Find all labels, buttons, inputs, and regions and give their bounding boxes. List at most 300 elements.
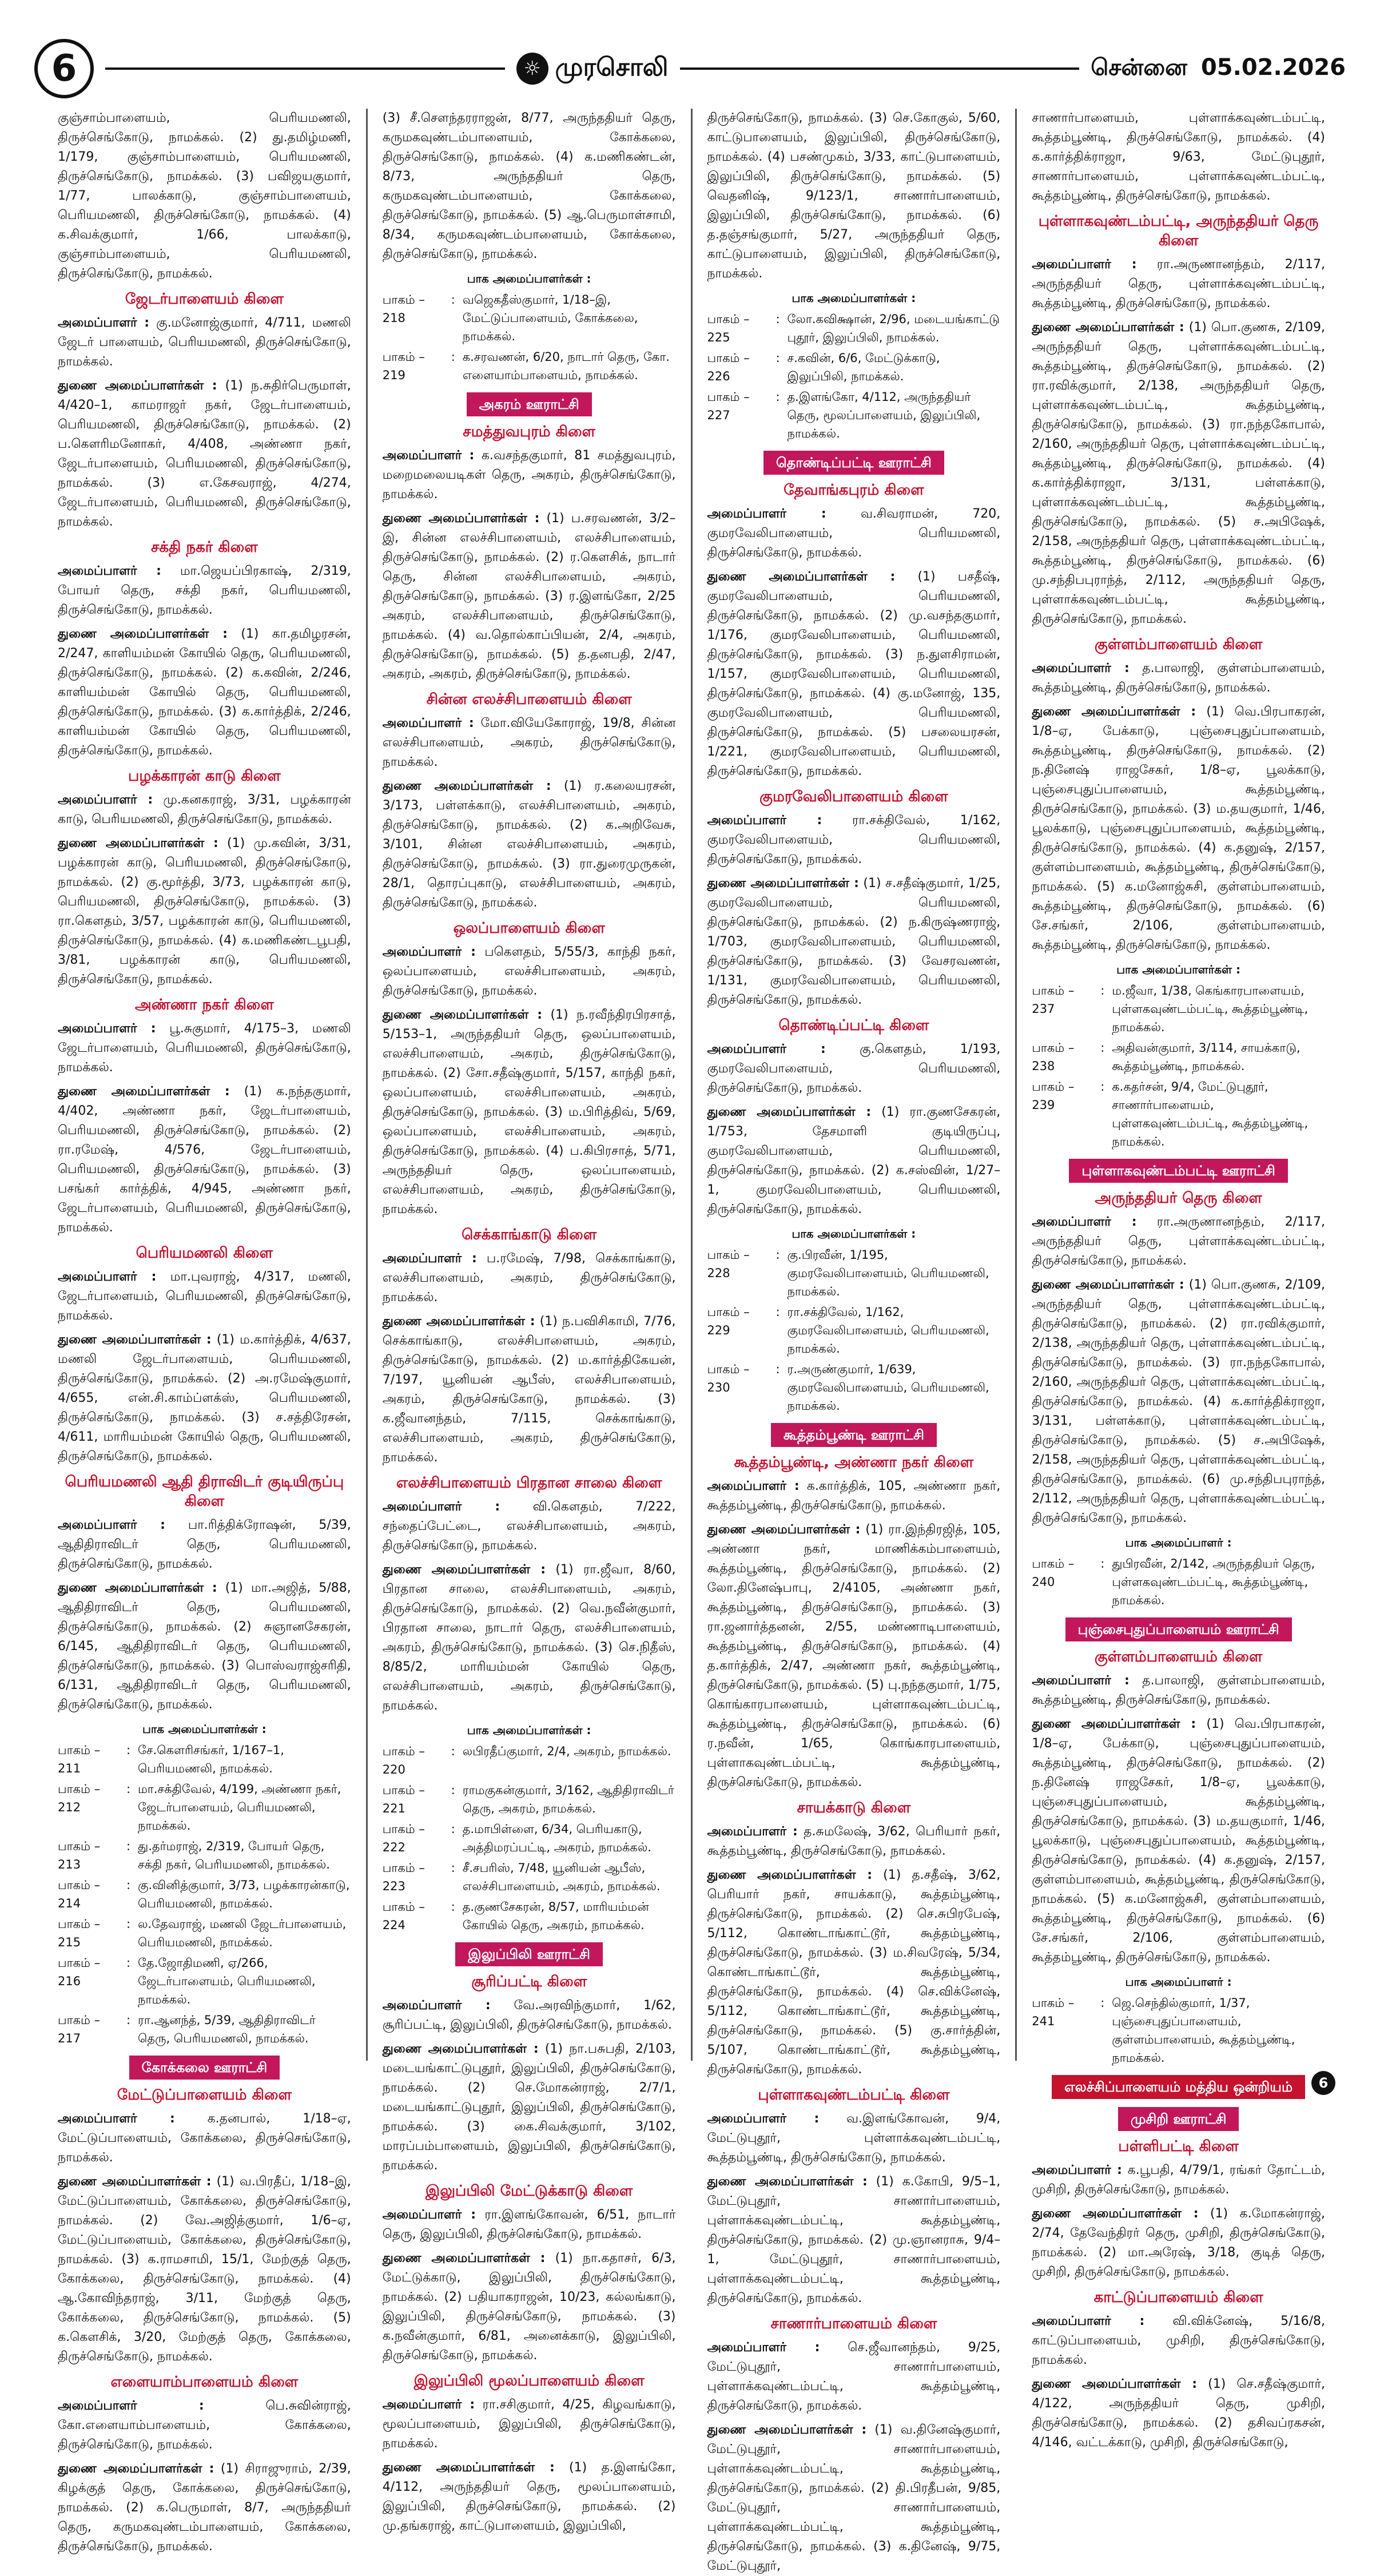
booth-list [383, 291, 676, 384]
organiser-entry [707, 1477, 1001, 1516]
entry-text: கு.மனோஜ்குமார், 4/711, மணலி ஜேடர் பாளையம், பெரியமணலி, திருச்செங்கோடு, நாமக்கல். [58, 316, 351, 369]
booth-separator: : [126, 1917, 131, 1931]
booth-number: பாகம் – 238 [1032, 1041, 1075, 1073]
entry-text: (1) சிராஜுராம், 2/39, கிழக்குத் தெரு, கோக்கலை, திருச்செங்கோடு, நாமக்கல். (2) க.பெருமாள், 8/7, அருந்ததியர் தெரு, கருமகவுண்டம்பாளையம், கோக்கலை, திருச்செங்கோடு, நாமக்கல். [58, 2462, 351, 2554]
branch-title: பெரியமணலி ஆதி திராவிடர் குடியிருப்பு கிளை [65, 1473, 344, 1510]
entry-text: (1) பொ.குணசு, 2/109, அருந்ததியர் தெரு, புள்ளாக்கவுண்டம்பட்டி, கூத்தம்பூண்டி, திருச்செங்கோடு, நாமக்கல். (2) ரா.ரவிக்குமார், 2/138, அருந்ததியர் தெரு, புள்ளாக்கவுண்டம்பட்டி, கூத்தம்பூண்டி, திருச்செங்கோடு, நாமக்கல். (3) ரா.நந்தகோபால், 2/160, அருந்ததியர் தெரு, புள்ளாக்கவுண்டம்பட்டி, கூத்தம்பூண்டி, திருச்செங்கோடு, நாமக்கல். (4) க.கார்த்திக்ராஜா, 3/131, பள்ளக்காடு, புள்ளாக்கவுண்டம்பட்டி, கூத்தம்பூண்டி, திருச்செங்கோடு, நாமக்கல். (5) ச.அபிஷேக், 2/158, அருந்ததியர் தெரு, புள்ளாக்கவுண்டம்பட்டி, கூத்தம்பூண்டி, திருச்செங்கோடு, நாமக்கல். (6) மு.சந்திபபுராந்த், 2/112, அருந்ததியர் தெரு, புள்ளாக்கவுண்டம்பட்டி, கூத்தம்பூண்டி, திருச்செங்கோடு, நாமக்கல். [1032, 320, 1326, 626]
entry-text: ப.ரமேஷ், 7/98, செக்காங்காடு, எலச்சிபாளையம், அகரம், திருச்செங்கோடு, நாமக்கல். [382, 1251, 676, 1305]
entry-label: துணை அமைப்பாளர்கள் : [1032, 2207, 1199, 2221]
booth-separator: : [775, 351, 780, 365]
entry-text: (1) க.மோகன்ராஜ், 2/74, தேவேந்திரர் தெரு, முசிறி, திருச்செங்கோடு, நாமக்கல். (2) மா.அரேஷ், 3/18, குடித் தெரு, முசிறி, திருச்செங்கோடு, நாமக்கல். [1032, 2207, 1325, 2279]
entry-text: மா.புவராஜ், 4/317, மணலி, ஜேடர்பாளையம், பெரியமணலி, திருச்செங்கோடு, நாமக்கல். [58, 1270, 351, 1323]
entry-text: (1) வெ.பிரபாகரன், 1/8–ஏ, பேக்காடு, புஞ்சைபுதுப்பாளையம், கூத்தம்பூண்டி, திருச்செங்கோடு, நாமக்கல். (2) ந.தினேஷ் ராஜசேகர், 1/8–ஏ, பூலக்காடு, புஞ்சைபுதுப்பாளையம், கூத்தம்பூண்டி, திருச்செங்கோடு, நாமக்கல். (3) ம.தயகுமார், 1/46, பூலக்காடு, புஞ்சைபுதுப்பாளையம், கூத்தம்பூண்டி, திருச்செங்கோடு, நாமக்கல். (4) க.தனுஷ், 2/157, குள்ளம்பாளையம், கூத்தம்பூண்டி, திருச்செங்கோடு, நாமக்கல். (5) க.மனோஜ்சுசி, குள்ளம்பாளையம், கூத்தம்பூண்டி, திருச்செங்கோடு, நாமக்கல். (6) சே.சங்கர், 2/106, குள்ளம்பாளையம், கூத்தம்பூண்டி, திருச்செங்கோடு, நாமக்கல். [1032, 705, 1325, 952]
masthead [34, 34, 1346, 103]
entry-text: (1) கா.தமிழரசன், 2/247, காளியம்மன் கோயில் தெரு, பெரியமணலி, திருச்செங்கோடு, நாமக்கல். (2) க.கவின், 2/246, காளியம்மன் கோயில் தெரு, பெரியமணலி, திருச்செங்கோடு, நாமக்கல். (3) க.கார்த்திக், 2/246, காளியம்மன் கோயில் தெரு, பெரியமணலி, திருச்செங்கோடு, நாமக்கல். [58, 627, 351, 758]
booth-row [58, 1915, 351, 1951]
entry-text: (1) பசதீஷ், குமரவேலிபாளையம், பெரியமணலி, திருச்செங்கோடு, நாமக்கல். (2) மு.வசந்தகுமார், 1/176, குமரவேலிபாளையம், பெரியமணலி, திருச்செங்கோடு, நாமக்கல். (3) ந.துளசிராமன், 1/157, குமரவேலிபாளையம், பெரியமணலி, திருச்செங்கோடு, நாமக்கல். (4) கு.மனோஜ், 135, குமரவேலிபாளையம், பெரியமணலி, திருச்செங்கோடு, நாமக்கல். (5) பசலையரசன், 1/221, குமரவேலிபாளையம், பெரியமணலி, திருச்செங்கோடு, நாமக்கல். [707, 570, 1001, 778]
entry-text: பா.ரித்திக்ரோஷன், 5/39, ஆதிதிராவிடர் தெரு, பெரியமணலி, திருச்செங்கோடு, நாமக்கல். [58, 1518, 351, 1571]
branch-title: புள்ளாகவுண்டம்பட்டி கிளை [758, 2086, 950, 2104]
entry-label: துணை அமைப்பாளர்கள் : [707, 570, 896, 584]
booth-separator: : [451, 1861, 455, 1875]
branch-title: எளையாம்பாளையம் கிளை [110, 2374, 299, 2391]
organiser-entry [1032, 2312, 1325, 2370]
booth-heading: பாக அமைப்பாளர்கள் : [792, 291, 916, 305]
branch-title: மேட்டுப்பாளையம் கிளை [117, 2086, 292, 2104]
entry-text: க.வசந்தகுமார், 81 சமத்துவபுரம், மறைமலையடிகள் தெரு, அகரம், திருச்செங்கோடு, நாமக்கல். [382, 448, 676, 502]
organiser-entry [383, 1996, 676, 2035]
booth-separator: : [1100, 1557, 1105, 1571]
deputy-entry [707, 1866, 1001, 2080]
organiser-entry [58, 2396, 351, 2455]
entry-text: (1) பொ.குணசு, 2/109, அருந்ததியர் தெரு, புள்ளாக்கவுண்டம்பட்டி, திருச்செங்கோடு, நாமக்கல். (2) ரா.ரவிக்குமார், 2/138, அருந்ததியர் தெரு, புள்ளாக்கவுண்டம்பட்டி, திருச்செங்கோடு, நாமக்கல். (3) ரா.நந்தகோபால், 2/160, அருந்ததியர் தெரு, புள்ளாக்கவுண்டம்பட்டி, திருச்செங்கோடு, நாமக்கல். (4) க.கார்த்திக்ராஜா, 3/131, பள்ளக்காடு, புள்ளாக்கவுண்டம்பட்டி, திருச்செங்கோடு, நாமக்கல். (5) ச.அபிஷேக், 2/158, அருந்ததியர் தெரு, புள்ளாக்கவுண்டம்பட்டி, திருச்செங்கோடு, நாமக்கல். (6) மு.சந்திபபுராந்த், 2/112, அருந்ததியர் தெரு, புள்ளாக்கவுண்டம்பட்டி, திருச்செங்கோடு, நாமக்கல். [1032, 1278, 1326, 1525]
entry-text: செ.ஜீவானந்தம், 9/25, மேட்டுபுதூர், சாணார்பாளையம், புள்ளாக்கவுண்டம்பட்டி, கூத்தம்பூண்டி, திருச்செங்கோடு, நாமக்கல். [707, 2340, 1001, 2413]
deputy-entry [1032, 2375, 1325, 2452]
booth-row [707, 1246, 1001, 1301]
entry-text: வ.இளங்கோவன், 9/4, மேட்டுபுதூர், புள்ளாக்கவுண்டம்பட்டி, கூத்தம்பூண்டி, திருச்செங்கோடு, நாமக்கல். [707, 2112, 1001, 2165]
entry-text: த.சுமலேஷ், 3/62, பெரியார் நகர், கூத்தம்பூண்டி, திருச்செங்கோடு, நாமக்கல். [707, 1824, 1001, 1858]
booth-text: லோ.கவிக்ஷான், 2/96, மடையங்காட்டு புதூர், இலுப்பிலி, நாமக்கல். [787, 312, 1000, 344]
deputy-entry [1032, 1275, 1325, 1528]
entry-label: துணை அமைப்பாளர்கள் : [707, 2175, 868, 2189]
booth-number: பாகம் – 228 [707, 1248, 750, 1280]
booth-number: பாகம் – 221 [382, 1783, 425, 1815]
branch-title: புள்ளாகவுண்டம்பட்டி, அருந்ததியர் தெரு கிளை [1038, 213, 1319, 249]
booth-list [1032, 981, 1325, 1151]
booth-row [1032, 1994, 1325, 2067]
booth-number: பாகம் – 230 [707, 1362, 750, 1394]
booth-number: பாகம் – 240 [1032, 1557, 1075, 1589]
entry-label: அமைப்பாளர் : [58, 1021, 156, 1036]
paper-logo [516, 53, 669, 85]
booth-separator: : [1100, 984, 1105, 997]
deputy-entry [707, 1103, 1001, 1219]
branch-title: சாயக்காடு கிளை [797, 1799, 911, 1816]
branch-title: குள்ளம்பாளையம் கிளை [1094, 636, 1263, 653]
organiser-entry [707, 1822, 1001, 1861]
booth-row [58, 1954, 351, 2009]
booth-separator: : [775, 1305, 780, 1319]
booth-row [1032, 1078, 1325, 1151]
entry-text: (1) செ.சதீஷ்குமார், 4/122, அருந்ததியர் தெரு, முசிறி, திருச்செங்கோடு, நாமக்கல். (2) தசிவப்ரகசன், 4/146, வட்டக்காடு, முசிறி, திருச்செங்கோடு, [1032, 2377, 1325, 2450]
booth-list [707, 1246, 1001, 1415]
booth-text: ஜெ.செந்தில்குமார், 1/37, புஞ்சைபுதுப்பாளையம், குள்ளம்பாளையம், கூத்தம்பூண்டி, நாமக்கல். [1112, 1996, 1295, 2065]
entry-text: ரா.சக்திவேல், 1/162, குமரவேலிபாளையம், பெரியமணலி, திருச்செங்கோடு, நாமக்கல். [707, 813, 1001, 866]
booth-separator: : [1100, 1041, 1105, 1055]
entry-text: பகௌதம், 5/55/3, காந்தி நகர், ஒலப்பாளையம், எலச்சிபாளையம், அகரம், திருச்செங்கோடு, நாமக்கல். [382, 945, 676, 998]
booth-text: அதிவன்குமார், 3/114, சாயக்காடு, கூத்தம்பூண்டி, நாமக்கல். [1112, 1041, 1301, 1073]
entry-text: வ.சிவராமன், 720, குமரவேலிபாளையம், பெரியமணலி, திருச்செங்கோடு, நாமக்கல். [707, 507, 1001, 560]
booth-text: ரா.சக்திவேல், 1/162, குமரவேலிபாளையம், பெரியமணலி, நாமக்கல். [787, 1305, 989, 1355]
entry-label: அமைப்பாளர் : [58, 316, 150, 330]
organiser-entry [58, 1267, 351, 1326]
booth-row [383, 1859, 676, 1895]
booth-text: த.குணசேகரன், 8/57, மாரியம்மன் கோயில் தெரு, அகரம், நாமக்கல். [462, 1900, 649, 1932]
booth-text: க.கதர்சன், 9/4, மேட்டுபுதூர், சாணார்பாளையம், புள்ளகவுண்டம்பட்டி, கூத்தம்பூண்டி, நாமக்கல். [1112, 1080, 1309, 1148]
branch-title: கூத்தம்பூண்டி, அண்ணா நகர் கிளை [734, 1454, 974, 1471]
booth-text: கு.வினித்குமார், 3/73, பழக்காரன்காடு, பெரியமணலி, நாமக்கல். [138, 1878, 350, 1910]
booth-number: பாகம் – 218 [382, 293, 425, 325]
booth-row [58, 1876, 351, 1913]
entry-label: அமைப்பாளர் : [382, 945, 476, 959]
column-1 [43, 109, 368, 2554]
deputy-entry [383, 1560, 676, 1716]
entry-label: அமைப்பாளர் : [58, 1270, 157, 1284]
entry-label: துணை அமைப்பாளர்கள் : [382, 2251, 546, 2265]
booth-text: லபிரதீப்குமார், 2/4, அகரம், நாமக்கல். [462, 1744, 671, 1758]
booth-number: பாகம் – 237 [1032, 984, 1075, 1016]
branch-title: பெரியமணலி கிளை [136, 1245, 273, 1262]
booth-separator: : [451, 1900, 455, 1914]
booth-text: துபிரவீன், 2/142, அருந்ததியர் தெரு, புள்ளகவுண்டம்பட்டி, கூத்தம்பூண்டி, நாமக்கல். [1112, 1557, 1315, 1607]
panchayat-banner: கோக்கலை ஊராட்சி [129, 2056, 280, 2080]
branch-title: செக்காங்காடு கிளை [462, 1226, 597, 1243]
organiser-entry [707, 1040, 1001, 1098]
booth-separator: : [775, 1248, 780, 1262]
deputy-entry [58, 2172, 351, 2367]
entry-text: (1) த.இளங்கோ, 4/112, அருந்ததியர் தெரு, மூலப்பாளையம், இலுப்பிலி, திருச்செங்கோடு, நாமக்கல். (2) மு.தங்கராஜ், காட்டுபாளையம், இலுப்பிலி, [382, 2460, 676, 2533]
entry-label: அமைப்பாளர் : [1032, 1673, 1130, 1688]
entry-label: துணை அமைப்பாளர்கள் : [58, 2175, 212, 2189]
deputy-entry [383, 1005, 676, 1219]
entry-label: துணை அமைப்பாளர்கள் : [1032, 320, 1184, 335]
deputy-entry [1032, 2204, 1325, 2282]
organiser-entry [58, 790, 351, 829]
booth-number: பாகம் – 213 [58, 1839, 101, 1871]
booth-row [383, 291, 676, 345]
panchayat-banner: தொண்டிப்பட்டி ஊராட்சி [763, 451, 944, 475]
deputy-entry [1032, 1715, 1325, 1967]
entry-text: (1) ரா.குணசேகரன், 1/753, தேசமாளி குடியிருப்பு, குமரவேலிபாளையம், பெரியமணலி, திருச்செங்கோடு, நாமக்கல். (2) க.சஸ்வின், 1/27–1, குமரவேலிபாளையம், பெரியமணலி, திருச்செங்கோடு, நாமக்கல். [707, 1105, 1001, 1217]
entry-text: வி.கௌதம், 7/222, சந்தைப்பேட்டை, எலச்சிபாளையம், அகரம், திருச்செங்கோடு, நாமக்கல். [382, 1500, 676, 1553]
organiser-entry [383, 1249, 676, 1307]
entry-label: அமைப்பாளர் : [707, 2340, 820, 2355]
booth-heading: பாக அமைப்பாளர்கள் : [467, 272, 591, 285]
booth-text: ரா.ஆனந்த், 5/39, ஆதிதிராவிடர் தெரு, பெரியமணலி, நாமக்கல். [138, 2013, 316, 2045]
booth-text: ம.ஜீவா, 1/38, கெங்காரபாளையம், புள்ளகவுண்டம்பட்டி, கூத்தம்பூண்டி, நாமக்கல். [1112, 984, 1309, 1034]
entry-label: துணை அமைப்பாளர்கள் : [58, 1084, 230, 1099]
entry-label: துணை அமைப்பாளர்கள் : [1032, 2377, 1198, 2391]
panchayat-banner: புள்ளாகவுண்டம்பட்டி ஊராட்சி [1069, 1159, 1287, 1183]
booth-row [707, 1360, 1001, 1415]
booth-heading: பாக அமைப்பாளர்கள் : [792, 1227, 916, 1241]
column-2 [368, 109, 693, 2533]
entry-label: அமைப்பாளர் : [1032, 2163, 1122, 2177]
panchayat-banner: கூத்தம்பூண்டி ஊராட்சி [771, 1423, 937, 1447]
entry-label: துணை அமைப்பாளர்கள் : [58, 1333, 212, 1347]
entry-text: (1) நா.கதாசர், 6/3, மேட்டுக்காடு, இலுப்பிலி, திருச்செங்கோடு, நாமக்கல். (2) பதியாகராஜன், 10/23, கல்லங்காடு, இலுப்பிலி, திருச்செங்கோடு, நாமக்கல். (3) க.நவீன்குமார், 6/81, அனைக்காடு, இலுப்பிலி, திருச்செங்கோடு, நாமக்கல். [382, 2251, 676, 2363]
booth-row [707, 349, 1001, 385]
branch-title: எலச்சிபாளையம் பிரதான சாலை கிளை [396, 1474, 662, 1492]
booth-row [58, 1837, 351, 1874]
deputy-entry [383, 2249, 676, 2366]
branch-title: குமரவேலிபாளையம் கிளை [759, 788, 948, 805]
organiser-entry [383, 2205, 676, 2244]
organiser-entry [383, 943, 676, 1001]
booth-row [383, 1820, 676, 1857]
booth-separator: : [451, 350, 455, 364]
booth-separator: : [775, 312, 780, 326]
entry-text: (1) ந.பவிசிகாமி, 7/76, செக்காங்காடு, எலச்சிபாளையம், அகரம், திருச்செங்கோடு, நாமக்கல். (2) ம.கார்த்திகேயன், 7/197, யூனியன் ஆபீஸ், எலச்சிபாளையம், அகரம், திருச்செங்கோடு, நாமக்கல். (3) க.ஜீவானந்தம், 7/115, செக்காங்காடு, எலச்சிபாளையம், அகரம், திருச்செங்கோடு, நாமக்கல். [382, 1314, 676, 1465]
organiser-entry [58, 2109, 351, 2168]
branch-title: சாணார்பாளையம் கிளை [770, 2315, 937, 2332]
entry-text: (1) ம.கார்த்திக், 4/637, மணலி ஜேடர்பாளையம், பெரியமணலி, திருச்செங்கோடு, நாமக்கல். (2) அ.ரமேஷ்குமார், 4/655, என்.சி.காம்ப்ளக்ஸ், பெரியமணலி, திருச்செங்கோடு, நாமக்கல். (3) ச.சத்திரேசன், 4/611, மாரியம்மன் கோயில் தெரு, பெரியமணலி, திருச்செங்கோடு, நாமக்கல். [58, 1333, 351, 1464]
branch-title: காட்டுப்பாளையம் கிளை [1093, 2289, 1263, 2306]
panchayat-banner: புஞ்சைபுதுப்பாளையம் ஊராட்சி [1065, 1617, 1292, 1641]
booth-row [1032, 1555, 1325, 1609]
deputy-entry [707, 874, 1001, 1010]
organiser-entry [1032, 1213, 1325, 1271]
booth-separator: : [451, 1822, 455, 1836]
booth-text: க.சரவணன், 6/20, நாடார் தெரு, கோ. எளையாம்பாளையம், நாமக்கல். [462, 350, 670, 382]
entry-label: துணை அமைப்பாளர்கள் : [707, 2423, 867, 2437]
booth-row [707, 388, 1001, 443]
deputy-entry [707, 2172, 1001, 2308]
rising-sun-icon: ☼ [516, 53, 548, 85]
entry-text: குஞ்சாம்பாளையம், பெரியமணலி, திருச்செங்கோடு, நாமக்கல். (2) து.தமிழ்மணி, 1/179, குஞ்சாம்பாளையம், பெரியமணலி, திருச்செங்கோடு, நாமக்கல். (3) பவிஜயகுமார், 1/77, பாலக்காடு, குஞ்சாம்பாளையம், பெரியமணலி, திருச்செங்கோடு, நாமக்கல். (4) க.சிவக்குமார், 1/66, பாலக்காடு, குஞ்சாம்பாளையம், பெரியமணலி, திருச்செங்கோடு, நாமக்கல். [58, 111, 351, 281]
entry-text: பெ.சுவின்ராஜ், கோ.எளையாம்பாளையம், கோக்கலை, திருச்செங்கோடு, நாமக்கல். [58, 2399, 351, 2452]
entry-label: அமைப்பாளர் : [382, 716, 474, 730]
deputy-entry [58, 625, 351, 761]
entry-text: (1) வ.தினேஷ்குமார், மேட்டுபுதூர், சாணார்பாளையம், புள்ளாக்கவுண்டம்பட்டி, கூத்தம்பூண்டி, திருச்செங்கோடு, நாமக்கல். (2) தி.பிரதீபன், 9/85, மேட்டுபுதூர், சாணார்பாளையம், புள்ளாக்கவுண்டம்பட்டி, கூத்தம்பூண்டி, திருச்செங்கோடு, நாமக்கல். (3) க.தினேஷ், 9/75, மேட்டுபுதூர், [707, 2423, 1001, 2573]
booth-separator: : [1100, 1996, 1105, 2010]
booth-separator: : [126, 1956, 131, 1970]
branch-title: சமத்துவபுரம் கிளை [463, 423, 596, 440]
booth-separator: : [126, 2013, 131, 2027]
entry-label: அமைப்பாளர் : [707, 1824, 798, 1839]
booth-text: ர.அருண்குமார், 1/639, குமரவேலிபாளையம், பெரியமணலி, நாமக்கல். [787, 1362, 989, 1413]
entry-label: அமைப்பாளர் : [58, 2112, 175, 2126]
branch-title: பள்ளிபட்டி கிளை [1118, 2138, 1239, 2155]
entry-label: அமைப்பாளர் : [707, 1479, 800, 1493]
article-columns [43, 109, 1340, 2573]
booth-text: ச.கவின், 6/6, மேட்டுக்காடு, இலுப்பிலி, நாமக்கல். [787, 351, 940, 383]
organiser-entry [707, 504, 1001, 563]
booth-list [1032, 1555, 1325, 1609]
entry-text: ரா.சசிகுமார், 4/25, கிழவங்காடு, மூலப்பாளையம், இலுப்பிலி, திருச்செங்கோடு, நாமக்கல். [382, 2398, 676, 2451]
deputy-entry [58, 1579, 351, 1715]
entry-text: (1) ரா.இந்திரஜித், 105, அண்ணா நகர், மாணிக்கம்பாளையம், கூத்தம்பூண்டி, திருச்செங்கோடு, நாமக்கல். (2) லோ.தினேஷ்பாபு, 2/4105, அண்ணா நகர், கூத்தம்பூண்டி, திருச்செங்கோடு, நாமக்கல். (3) ரா.ஜனார்த்தனன், 2/55, மண்ணாடிபாளையம், கூத்தம்பூண்டி, திருச்செங்கோடு, நாமக்கல். (4) த.கார்த்திக், 2/47, அண்ணா நகர், கூத்தம்பூண்டி, திருச்செங்கோடு, நாமக்கல். (5) பு.நந்தகுமார், 1/75, கொங்காரபாளையம், புள்ளாகவுண்டம்பட்டி, கூத்தம்பூண்டி, திருச்செங்கோடு, நாமக்கல். (6) ர.நவீன், 1/65, கொங்காரபாளையம், புள்ளாகவுண்டம்பட்டி, கூத்தம்பூண்டி, திருச்செங்கோடு, நாமக்கல். [707, 1522, 1001, 1790]
entry-label: அமைப்பாளர் : [382, 448, 475, 463]
masthead-rule-left [105, 67, 505, 70]
entry-text: வி.விக்னேஷ், 5/16/8, காட்டுப்பாளையம், முசிறி, திருச்செங்கோடு, நாமக்கல். [1032, 2314, 1325, 2367]
booth-number: பாகம் – 212 [58, 1782, 101, 1814]
entry-text: (3) சீ.சௌந்தரராஜன், 8/77, அருந்ததியர் தெரு, கருமகவுண்டம்பாளையம், கோக்கலை, திருச்செங்கோடு, நாமக்கல். (4) க.மணிகண்டன், 8/73, அருந்ததியர் தெரு, கருமகவுண்டம்பாளையம், கோக்கலை, திருச்செங்கோடு, நாமக்கல். (5) ஆ.பெருமாள்சாமி, 8/34, கருமகவுண்டம்பாளையம், கோக்கலை, திருச்செங்கோடு, நாமக்கல். [382, 111, 676, 261]
entry-text: (1) ந.ரவீந்திரபிரசாத், 5/153–1, அருந்ததியர் தெரு, ஒலப்பாளையம், எலச்சிபாளையம், அகரம், திருச்செங்கோடு, நாமக்கல். (2) சோ.சதீஷ்குமார், 5/157, காந்தி நகர், ஒலப்பாளையம், எலச்சிபாளையம், அகரம், திருச்செங்கோடு, நாமக்கல். (3) ம.பிரித்திவ், 5/69, ஒலப்பாளையம், எலச்சிபாளையம், அகரம், திருச்செங்கோடு, நாமக்கல். (4) ப.கிபிரசாத், 5/71, அருந்ததியர் தெரு, ஒலப்பாளையம், எலச்சிபாளையம், அகரம், திருச்செங்கோடு, நாமக்கல். [382, 1008, 676, 1217]
organiser-entry [383, 1497, 676, 1556]
entry-text: (1) நா.பசுபதி, 2/103, மடையங்காட்டுபுதூர், இலுப்பிலி, திருச்செங்கோடு, நாமக்கல். (2) செ.மோகன்ராஜ், 2/7/1, மடையங்காட்டுபுதூர், இலுப்பிலி, திருச்செங்கோடு, நாமக்கல். (3) கை.சிவக்குமார், 3/102, மாரப்பம்பாளையம், இலுப்பிலி, திருச்செங்கோடு, நாமக்கல். [382, 2042, 676, 2173]
entry-text: திருச்செங்கோடு, நாமக்கல். (3) செ.கோகுல், 5/60, காட்டுபாளையம், இலுப்பிலி, திருச்செங்கோடு, நாமக்கல். (4) பசண்முகம், 3/33, காட்டுபாளையம், இலுப்பிலி, திருச்செங்கோடு, நாமக்கல். (5) வெதனிஷ், 9/123/1, சாணார்பாளையம், இலுப்பிலி, திருச்செங்கோடு, நாமக்கல். (6) த.தஞ்சங்குமார், 5/27, அருந்ததியர் தெரு, காட்டுபாளையம், இலுப்பிலி, திருச்செங்கோடு, நாமக்கல். [707, 111, 1001, 281]
entry-label: அமைப்பாளர் : [707, 507, 826, 521]
booth-text: மா.சக்திவேல், 4/199, அண்ணா நகர், ஜேடர்பாளையம், பெரியமணலி, நாமக்கல். [138, 1782, 341, 1832]
organiser-entry [383, 446, 676, 504]
booth-text: வஜெகதீஸ்குமார், 1/18–இ, மேட்டுப்பாளையம், கோக்கலை, நாமக்கல். [462, 293, 638, 343]
entry-label: துணை அமைப்பாளர்கள் : [1032, 1717, 1196, 1731]
entry-text: (1) ரா.ஜீவா, 8/60, பிரதான சாலை, எலச்சிபாளையம், அகரம், திருச்செங்கோடு, நாமக்கல். (2) வெ.நவீன்குமார், பிரதான சாலை, நாடார் தெரு, எலச்சிபாளையம், அகரம், திருச்செங்கோடு, நாமக்கல். (3) செ.நிதீஸ், 8/85/2, மாரியம்மன் கோயில் தெரு, எலச்சிபாளையம், அகரம், திருச்செங்கோடு, நாமக்கல். [382, 1563, 676, 1713]
entry-label: அமைப்பாளர் : [707, 1042, 826, 1056]
entry-label: துணை அமைப்பாளர்கள் : [382, 1008, 543, 1022]
booth-heading: பாக அமைப்பாளர்கள் : [142, 1722, 267, 1736]
organiser-entry [1032, 2161, 1325, 2200]
entry-label: துணை அமைப்பாளர்கள் : [58, 627, 228, 641]
entry-label: அமைப்பாளர் : [382, 2208, 476, 2222]
entry-text: (1) க.நந்தகுமார், 4/402, அண்ணா நகர், ஜேடர்பாளையம், பெரியமணலி, திருச்செங்கோடு, நாமக்கல். (2) ரா.ரமேஷ், 4/576, ஜேடர்பாளையம், பெரியமணலி, திருச்செங்கோடு, நாமக்கல். (3) பசங்கர் கார்த்திக், 4/945, அண்ணா நகர், ஜேடர்பாளையம், பெரியமணலி, திருச்செங்கோடு, நாமக்கல். [58, 1084, 351, 1235]
entry-text: வே.அரவிந்குமார், 1/62, சூரிப்பட்டி, இலுப்பிலி, திருச்செங்கோடு, நாமக்கல். [382, 1998, 676, 2032]
branch-title: இலுப்பிலி மேட்டுக்காடு கிளை [425, 2183, 633, 2200]
entry-text: சாணார்பாளையம், புள்ளாக்கவுண்டம்பட்டி, கூத்தம்பூண்டி, திருச்செங்கோடு, நாமக்கல். (4) க.கார்த்திக்ராஜா, 9/63, மேட்டுபுதூர், சாணார்பாளையம், புள்ளாக்கவுண்டம்பட்டி, கூத்தம்பூண்டி, திருச்செங்கோடு, நாமக்கல். [1032, 111, 1325, 203]
booth-number: பாகம் – 216 [58, 1956, 101, 1988]
booth-row [707, 1303, 1001, 1358]
entry-text: ரா.அருணானந்தம், 2/117, அருந்ததியர் தெரு, புள்ளாக்கவுண்டம்பட்டி, கூத்தம்பூண்டி, திருச்செங்கோடு, நாமக்கல். [1032, 257, 1326, 311]
booth-separator: : [1100, 1080, 1105, 1094]
booth-number: பாகம் – 239 [1032, 1080, 1075, 1112]
organiser-entry [58, 313, 351, 372]
organiser-entry [707, 2109, 1001, 2168]
entry-label: துணை அமைப்பாளர்கள் : [707, 1868, 873, 1882]
entry-label: அமைப்பாளர் : [1032, 2314, 1145, 2328]
entry-label: துணை அமைப்பாளர்கள் : [58, 1581, 217, 1595]
booth-row [58, 1780, 351, 1835]
organiser-entry [1032, 255, 1325, 313]
entry-text: த.பாலாஜி, குள்ளம்பாளையம், கூத்தம்பூண்டி, திருச்செங்கோடு, நாமக்கல். [1032, 1673, 1325, 1707]
entry-text: க.பூபதி, 4/79/1, ரங்கர் தோட்டம், முசிறி, திருச்செங்கோடு, நாமக்கல். [1032, 2163, 1325, 2197]
booth-text: ல.தேவராஜ், மணலி ஜேடர்பாளையம், பெரியமணலி, நாமக்கல். [138, 1917, 347, 1949]
branch-title: சூரிப்பட்டி கிளை [471, 1973, 587, 1990]
paper-name: முரசொலி [555, 52, 669, 82]
branch-title: சக்தி நகர் கிளை [151, 539, 258, 556]
entry-text: மா.ஜெயப்பிரகாஷ், 2/319, போயர் தெரு, சக்தி நகர், பெரியமணலி, திருச்செங்கோடு, நாமக்கல். [58, 564, 351, 617]
deputy-entry [707, 567, 1001, 781]
edition-info [1091, 54, 1346, 84]
entry-label: துணை அமைப்பாளர்கள் : [382, 2460, 555, 2475]
booth-number: பாகம் – 226 [707, 351, 750, 383]
booth-number: பாகம் – 227 [707, 390, 750, 422]
entry-label: அமைப்பாளர் : [58, 793, 153, 807]
entry-text: க.கார்த்திக், 105, அண்ணா நகர், கூத்தம்பூண்டி, திருச்செங்கோடு, நாமக்கல். [707, 1479, 1001, 1513]
branch-title: ஜேடர்பாளையம் கிளை [125, 291, 284, 308]
booth-number: பாகம் – 241 [1032, 1996, 1075, 2028]
booth-number: பாகம் – 211 [58, 1743, 101, 1775]
branch-title: தேவாங்கபுரம் கிளை [784, 482, 924, 499]
booth-text: சே.கௌரிசங்கர், 1/167–1, பெரியமணலி, நாமக்கல். [138, 1743, 284, 1775]
entry-text: கு.கௌதம், 1/193, குமரவேலிபாளையம், பெரியமணலி, திருச்செங்கோடு, நாமக்கல். [707, 1042, 1001, 1095]
entry-text: பூ.சுகுமார், 4/175–3, மணலி ஜேடர்பாளையம், பெரியமணலி, திருச்செங்கோடு, நாமக்கல். [58, 1021, 351, 1075]
organiser-entry [58, 1516, 351, 1574]
booth-row [58, 1741, 351, 1778]
deputy-entry [58, 376, 351, 532]
booth-separator: : [126, 1839, 131, 1853]
booth-separator: : [451, 1744, 455, 1758]
entry-label: துணை அமைப்பாளர்கள் : [382, 2042, 539, 2056]
entry-label: துணை அமைப்பாளர்கள் : [1032, 705, 1196, 719]
entry-text: ரா.அருணானந்தம், 2/117, அருந்ததியர் தெரு, புள்ளாக்கவுண்டம்பட்டி, திருச்செங்கோடு, நாமக்கல். [1032, 1215, 1326, 1268]
deputy-entry [58, 2459, 351, 2557]
organiser-entry [383, 2395, 676, 2454]
entry-label: துணை அமைப்பாளர்கள் : [58, 836, 218, 850]
organiser-entry [58, 1019, 351, 1078]
organiser-entry [707, 2338, 1001, 2416]
entry-text: மோ.வியேகோராஜ், 19/8, சின்ன எலச்சிபாளையம், அகரம், திருச்செங்கோடு, நாமக்கல். [382, 716, 676, 769]
deputy-entry [383, 2458, 676, 2536]
entry-text: ரா.இளங்கோவன், 6/51, நாடார் தெரு, இலுப்பிலி, திருச்செங்கோடு, நாமக்கல். [382, 2208, 676, 2241]
footer-page-number: 6 [1311, 2071, 1335, 2095]
entry-label: துணை அமைப்பாளர்கள் : [58, 2462, 214, 2476]
organiser-entry [1032, 1671, 1325, 1710]
booth-row [383, 1898, 676, 1934]
booth-number: பாகம் – 223 [382, 1861, 425, 1893]
entry-text: (1) வெ.பிரபாகரன், 1/8–ஏ, பேக்காடு, புஞ்சைபுதுப்பாளையம், கூத்தம்பூண்டி, திருச்செங்கோடு, நாமக்கல். (2) ந.தினேஷ் ராஜசேகர், 1/8–ஏ, பூலக்காடு, புஞ்சைபுதுப்பாளையம், கூத்தம்பூண்டி, திருச்செங்கோடு, நாமக்கல். (3) ம.தயகுமார், 1/46, பூலக்காடு, புஞ்சைபுதுப்பாளையம், கூத்தம்பூண்டி, திருச்செங்கோடு, நாமக்கல். (4) க.தனுஷ், 2/157, குள்ளம்பாளையம், கூத்தம்பூண்டி, திருச்செங்கோடு, நாமக்கல். (5) க.மனோஜ்சுசி, குள்ளம்பாளையம், கூத்தம்பூண்டி, திருச்செங்கோடு, நாமக்கல். (6) சே.சங்கர், 2/106, குள்ளம்பாளையம், கூத்தம்பூண்டி, திருச்செங்கோடு, நாமக்கல். [1032, 1717, 1325, 1965]
panchayat-banner: அகரம் ஊராட்சி [467, 392, 592, 416]
entry-label: துணை அமைப்பாளர்கள் : [382, 779, 551, 793]
booth-text: த.இளங்கோ, 4/112, அருந்ததியர் தெரு, மூலப்பாளையம், இலுப்பிலி, நாமக்கல். [787, 390, 981, 440]
booth-number: பாகம் – 215 [58, 1917, 101, 1949]
booth-text: த.மாபிள்ளை, 6/34, பெரியகாடு, அத்திமரப்பட்டி, அகரம், நாமக்கல். [462, 1822, 651, 1854]
entry-label: அமைப்பாளர் : [707, 813, 822, 828]
booth-separator: : [126, 1878, 131, 1892]
deputy-entry [707, 1520, 1001, 1792]
masthead-rule-right [680, 67, 1080, 70]
entry-text: த.பாலாஜி, குள்ளம்பாளையம், கூத்தம்பூண்டி, திருச்செங்கோடு, நாமக்கல். [1032, 661, 1325, 695]
booth-row [383, 1742, 676, 1779]
deputy-entry [383, 777, 676, 913]
branch-title: இலுப்பிலி மூலப்பாளையம் கிளை [413, 2372, 645, 2390]
booth-number: பாகம் – 229 [707, 1305, 750, 1337]
entry-label: அமைப்பாளர் : [382, 1500, 500, 1514]
entry-text: (1) ந.சுதிர்பெருமாள், 4/420–1, காமராஜர் நகர், ஜேடர்பாளையம், பெரியமணலி, திருச்செங்கோடு, நாமக்கல். (2) ப.கௌரிமனோகர், 4/408, அண்ணா நகர், ஜேடர்பாளையம், பெரியமணலி, திருச்செங்கோடு, நாமக்கல். (3) எ.கேசவராஜ், 4/274, ஜேடர்பாளையம், பெரியமணலி, திருச்செங்கோடு, நாமக்கல். [58, 379, 351, 529]
booth-row [707, 310, 1001, 347]
entry-label: துணை அமைப்பாளர்கள் : [707, 1105, 872, 1119]
booth-row [1032, 1039, 1325, 1075]
booth-number: பாகம் – 220 [382, 1744, 425, 1776]
booth-row [383, 1781, 676, 1818]
booth-separator: : [126, 1743, 131, 1757]
booth-list [707, 310, 1001, 443]
entry-text: (1) த.சதீஷ், 3/62, பெரியார் நகர், சாயக்காடு, கூத்தம்பூண்டி, திருச்செங்கோடு, நாமக்கல். (2) செ.சுபிரபேஷ், 5/112, கொண்டாங்காட்டூர், கூத்தம்பூண்டி, திருச்செங்கோடு, நாமக்கல். (3) ம.சிவரேஷ், 5/34, கொண்டாங்காட்டூர், கூத்தம்பூண்டி, திருச்செங்கோடு, நாமக்கல். (4) செ.விக்னேஷ், 5/112, கொண்டாங்காட்டூர், கூத்தம்பூண்டி, திருச்செங்கோடு, நாமக்கல். (5) கு.சார்த்தின், 5/107, கொண்டாங்காட்டூர், கூத்தம்பூண்டி, திருச்செங்கோடு, நாமக்கல். [707, 1868, 1001, 2077]
entry-text: (1) க.கோபி, 9/5–1, மேட்டுபுதூர், சாணார்பாளையம், புள்ளாக்கவுண்டம்பட்டி, கூத்தம்பூண்டி, திருச்செங்கோடு, நாமக்கல். (2) மு.ஞானராசு, 9/4–1, மேட்டுபுதூர், சாணார்பாளையம், புள்ளாக்கவுண்டம்பட்டி, கூத்தம்பூண்டி, திருச்செங்கோடு, நாமக்கல். [707, 2175, 1001, 2305]
deputy-entry [1032, 702, 1325, 955]
booth-number: பாகம் – 225 [707, 312, 750, 344]
deputy-entry [383, 2040, 676, 2176]
organiser-entry [383, 714, 676, 772]
booth-number: பாகம் – 217 [58, 2013, 101, 2045]
booth-number: பாகம் – 219 [382, 350, 425, 382]
panchayat-banner: முசிறி ஊராட்சி [1118, 2107, 1239, 2131]
booth-heading: பாக அமைப்பாளர்கள் : [1116, 963, 1241, 976]
booth-heading: பாக அமைப்பாளர் : [1125, 1975, 1232, 1989]
branch-title: குள்ளம்பாளையம் கிளை [1094, 1648, 1263, 1665]
branch-title: பழக்காரன் காடு கிளை [128, 768, 281, 785]
entry-label: அமைப்பாளர் : [382, 2398, 475, 2412]
deputy-entry [1032, 318, 1325, 629]
entry-label: அமைப்பாளர் : [1032, 257, 1137, 272]
entry-label: அமைப்பாளர் : [382, 1998, 491, 2013]
booth-text: சீ.சபரிஸ், 7/48, யூனியன் ஆபீஸ், எலச்சிபாளையம், அகரம், நாமக்கல். [462, 1861, 661, 1893]
entry-text: (1) வ.பிரதீப், 1/18–இ, மேட்டுப்பாளையம், கோக்கலை, திருச்செங்கோடு, நாமக்கல். (2) வே.அஜித்குமார், 1/6–ஏ, மேட்டுப்பாளையம், கோக்கலை, திருச்செங்கோடு, நாமக்கல். (3) க.ராமசாமி, 15/1, மேற்குத் தெரு, கோக்கலை, திருச்செங்கோடு, நாமக்கல். (4) ஆ.கோவிந்தராஜ், 3/11, மேற்குத் தெரு, கோக்கலை, திருச்செங்கோடு, நாமக்கல். (5) க.கௌசிக், 3/20, மேற்குத் தெரு, கோக்கலை, திருச்செங்கோடு, நாமக்கல். [58, 2175, 351, 2364]
entry-label: அமைப்பாளர் : [382, 1251, 477, 1266]
entry-label: துணை அமைப்பாளர்கள் : [707, 876, 859, 891]
entry-text: (1) மு.கவின், 3/31, பழக்காரன் காடு, பெரியமணலி, திருச்செங்கோடு, நாமக்கல். (2) கு.மூர்த்தி, 3/73, பழக்காரன் காடு, பெரியமணலி, திருச்செங்கோடு, நாமக்கல். (3) ரா.கௌதம், 3/57, பழக்காரன் காடு, பெரியமணலி, திருச்செங்கோடு, நாமக்கல். (4) க.மணிகண்டபூபதி, 3/81, பழக்காரன் காடு, பெரியமணலி, திருச்செங்கோடு, நாமக்கல். [58, 836, 351, 987]
booth-list [58, 1741, 351, 2048]
entry-label: அமைப்பாளர் : [1032, 661, 1130, 675]
entry-label: அமைப்பாளர் : [58, 1518, 165, 1532]
booth-row [1032, 981, 1325, 1036]
branch-title: ஒலப்பாளையம் கிளை [453, 920, 605, 937]
booth-heading: பாக அமைப்பாளர் : [1125, 1536, 1232, 1549]
union-banner: எலச்சிப்பாளையம் மத்திய ஒன்றியம் [1052, 2075, 1305, 2099]
deputy-entry [383, 1312, 676, 1468]
entry-label: துணை அமைப்பாளர்கள் : [58, 379, 217, 393]
booth-row [383, 348, 676, 384]
booth-text: தே.ஜோதிமணி, ஏ/266, ஜேடர்பாளையம், பெரியமணலி, நாமக்கல். [138, 1956, 316, 2006]
